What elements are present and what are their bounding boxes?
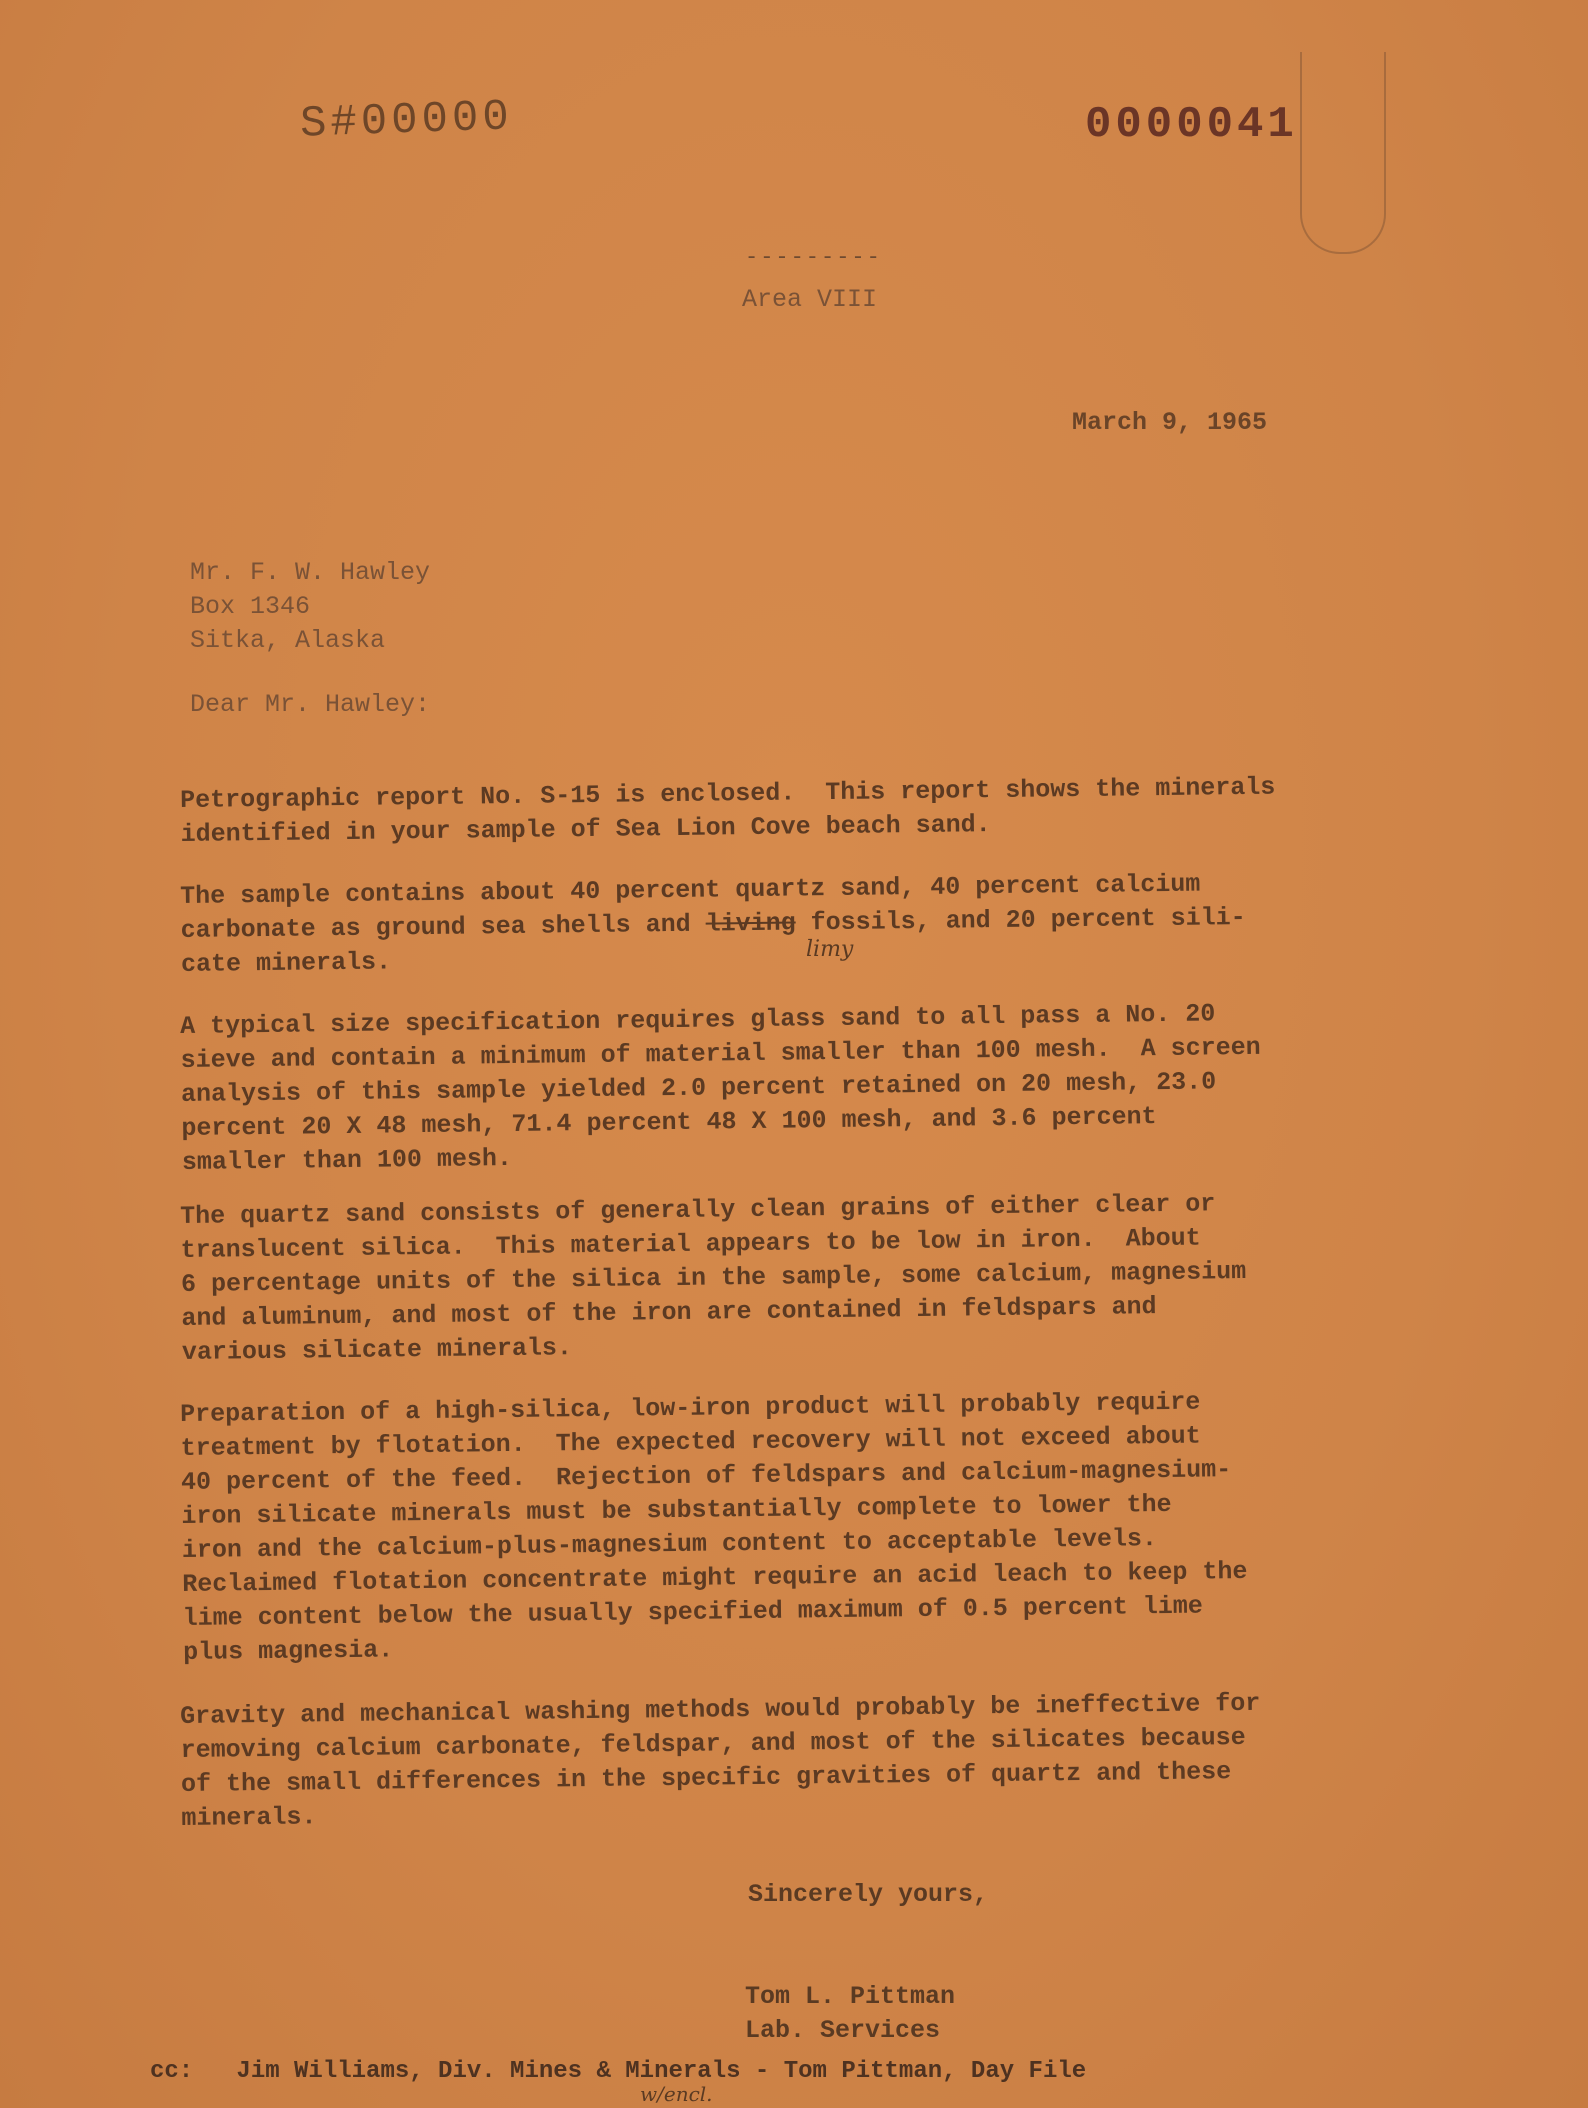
text-line: sieve and contain a minimum of material smaller than 100 mesh. A screen <box>180 1032 1261 1075</box>
text-line: Preparation of a high-silica, low-iron product will probably require <box>180 1387 1201 1429</box>
text-line: The quartz sand consists of generally clean grains of either clear or <box>180 1189 1216 1231</box>
closing: Sincerely yours, <box>748 1880 989 1909</box>
text-line: iron and the calcium-plus-magnesium content to acceptable levels. <box>181 1524 1158 1565</box>
text-line: 40 percent of the feed. Rejection of feldspars and calcium-magnesium- <box>180 1455 1232 1497</box>
address-line: Mr. F. W. Hawley <box>190 558 431 587</box>
text-line: cate minerals. <box>180 947 392 979</box>
area-label: Area VIII <box>742 285 878 314</box>
text-line: of the small differences in the specific gravities of quartz and these <box>180 1757 1232 1799</box>
text-line: 6 percentage units of the silica in the sample, some calcium, magnesium <box>180 1256 1247 1299</box>
header-dashes: --------- <box>745 245 882 270</box>
text-line: treatment by flotation. The expected recovery will not exceed about <box>180 1421 1201 1463</box>
text-line: Reclaimed flotation concentrate might require an acid leach to keep the <box>182 1556 1248 1599</box>
text-line: minerals. <box>181 1802 317 1833</box>
paragraph-6 <box>180 1685 1412 1836</box>
paragraph-1 <box>180 769 1411 852</box>
address-line: Box 1346 <box>190 592 311 621</box>
letter-date: March 9, 1965 <box>1072 408 1268 437</box>
text-line: carbonate as ground sea shells and living fossils, and 20 percent sili- <box>180 902 1246 945</box>
text-line: analysis of this sample yielded 2.0 percent retained on 20 mesh, 23.0 <box>180 1067 1217 1109</box>
cc-line: cc: Jim Williams, Div. Mines & Minerals - Tom Pittman, Day File <box>150 2058 1087 2085</box>
text-line: smaller than 100 mesh. <box>181 1143 513 1177</box>
signer-name: Tom L. Pittman <box>745 1982 956 2011</box>
paper-clip-mark <box>1300 52 1386 254</box>
signature-block <box>745 1980 955 2048</box>
text-line: plus magnesia. <box>182 1635 394 1667</box>
text-line: removing calcium carbonate, feldspar, and most of the silicates because <box>180 1722 1246 1765</box>
text-line: The sample contains about 40 percent quartz sand, 40 percent calcium <box>180 869 1201 911</box>
paragraph-5 <box>180 1383 1413 1670</box>
signer-title: Lab. Services <box>745 2016 941 2045</box>
text-line: various silicate minerals. <box>181 1333 573 1367</box>
stamp-left: S#00000 <box>299 92 514 150</box>
struck-word: living <box>705 908 796 939</box>
salutation: Dear Mr. Hawley: <box>190 690 431 719</box>
document-number-stamp: 0000041 <box>1085 100 1298 150</box>
text-line: Gravity and mechanical washing methods would probably be ineffective for <box>180 1688 1261 1731</box>
recipient-address <box>190 556 430 658</box>
address-line: Sitka, Alaska <box>190 626 386 655</box>
text-line: iron silicate minerals must be substantially complete to lower the <box>181 1489 1172 1531</box>
text-line: and aluminum, and most of the iron are contained in feldspars and <box>181 1292 1157 1333</box>
text-line: lime content below the usually specified maximum of 0.5 percent lime <box>182 1591 1203 1633</box>
text-line: percent 20 X 48 mesh, 71.4 percent 48 X 100 mesh, and 3.6 percent <box>181 1102 1157 1143</box>
handwritten-enclosure-note: w/encl. <box>640 2082 713 2106</box>
handwritten-correction: limy <box>806 937 854 962</box>
text-line: Petrographic report No. S-15 is enclosed. This report shows the minerals <box>180 772 1276 815</box>
paragraph-4 <box>180 1185 1412 1370</box>
paragraph-2 <box>180 865 1411 982</box>
text-line: A typical size specification requires glass sand to all pass a No. 20 <box>180 999 1216 1041</box>
text-line: translucent silica. This material appears to be low in iron. About <box>180 1223 1201 1265</box>
text-line: identified in your sample of Sea Lion Cove beach sand. <box>180 810 991 849</box>
paragraph-3 <box>180 995 1412 1180</box>
